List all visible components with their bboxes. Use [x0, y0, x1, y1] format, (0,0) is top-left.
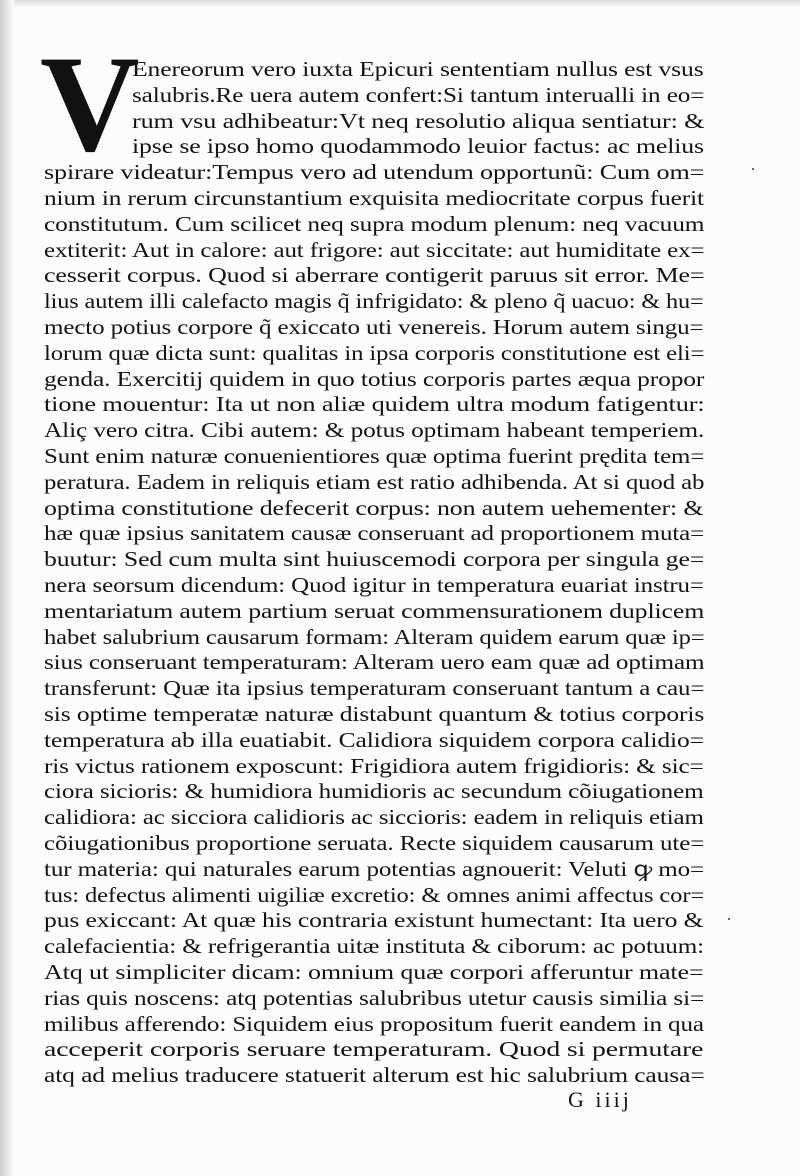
text-line: ciora sicioris: & humidiora humidioris ac secundum cõiugationem: [44, 779, 704, 804]
text-line: transferunt: Quæ ita ipsius temperaturam conseruant tantum a cau=: [44, 676, 705, 701]
text-line: salubris.Re uera autem confert:Si tantum interualli in eo=: [132, 82, 705, 107]
text-line: Sunt enim naturæ conuenientiores quæ optima fuerint prędita tem=: [44, 444, 705, 468]
text-line: lorum quæ dicta sunt: qualitas in ipsa corporis constitutione est eli=: [44, 340, 705, 365]
text-line: tur materia: qui naturales earum potentias agnouerit: Veluti ꝙ mo=: [44, 856, 705, 881]
text-line: buutur: Sed cum multa sint huiuscemodi corpora per singula ge=: [44, 547, 705, 572]
signature-mark: G iiij: [568, 1087, 632, 1112]
text-line: mentariatum autem partium seruat commensurationem duplicem: [44, 598, 705, 623]
text-line: Aliç vero citra. Cibi autem: & potus optimam habeant temperiem.: [44, 418, 705, 443]
text-line: hæ quæ ipsius sanitatem causæ conseruant ad proportionem muta=: [44, 521, 705, 546]
text-line: sius conseruant temperaturam: Alteram uero eam quæ ad optimam: [44, 650, 705, 675]
text-line: habet salubrium causarum formam: Alteram quidem earum quæ ip=: [44, 624, 705, 649]
text-line: pus exiccant: At quæ his contraria existunt humectant: Ita uero &: [44, 908, 704, 933]
ink-speck: [728, 918, 730, 920]
text-line: nera seorsum dicendum: Quod igitur in temperatura euariat instru=: [44, 573, 704, 597]
page-top-edge: [0, 0, 800, 8]
text-line: genda. Exercitij quidem in quo totius corporis partes æqua propor: [44, 366, 705, 391]
text-line: tus: defectus alimenti uigiliæ excretio: & omnes animi affectus cor=: [44, 882, 705, 907]
drop-cap-initial: V: [40, 27, 140, 180]
binding-shadow: [0, 0, 14, 1176]
text-line: lius autem illi calefacto magis q̃ infrigidato: & pleno q̃ uacuo: & hu=: [44, 289, 704, 314]
text-line: ipse se ipso homo quodammodo leuior factus: ac melius: [132, 134, 704, 159]
text-line: acceperit corporis seruare temperaturam. Quod si permutare: [44, 1037, 704, 1062]
text-line: milibus afferendo: Siquidem eius propositum fuerit eandem in qua: [44, 1011, 704, 1036]
text-line: calefacientia: & refrigerantia uitæ instituta & ciborum: ac potuum:: [44, 934, 704, 959]
text-line: calidiora: ac sicciora calidioris ac siccioris: eadem in reliquis etiam: [44, 805, 704, 830]
text-line: temperatura ab illa euatiabit. Calidiora siquidem corpora calidio=: [44, 727, 704, 752]
text-line: nium in rerum circunstantium exquisita mediocritate corpus fuerit: [44, 186, 704, 210]
text-line: Enereorum vero iuxta Epicuri sententiam nullus est vsus: [132, 57, 704, 81]
text-line: cõiugationibus proportione seruata. Recte siquidem causarum ute=: [44, 831, 705, 855]
text-line: constitutum. Cum scilicet neq supra modum plenum: neq vacuum: [44, 211, 705, 236]
text-line: peratura. Eadem in reliquis etiam est ratio adhibenda. At si quod ab: [44, 469, 705, 494]
text-line: tione mouentur: Ita ut non aliæ quidem ultra modum fatigentur:: [44, 392, 705, 417]
text-line: sis optime temperatæ naturæ distabunt quantum & totius corporis: [44, 702, 705, 726]
ink-speck: [752, 168, 754, 170]
text-line: optima constitutione defecerit corpus: non autem uehementer: &: [44, 495, 704, 520]
text-line: mecto potius corpore q̃ exiccato uti venereis. Horum autem singu=: [44, 315, 704, 339]
text-line: atq ad melius traducere statuerit alterum est hic salubrium causa=: [44, 1063, 705, 1088]
text-line: ris victus rationem exposcunt: Frigidiora autem frigidioris: & sic=: [44, 753, 704, 778]
text-line: spirare videatur:Tempus vero ad utendum opportunũ: Cum om=: [44, 160, 705, 185]
text-line: rum vsu adhibeatur:Vt neq resolutio aliqua sentiatur: &: [132, 108, 705, 133]
text-line: rias quis noscens: atq potentias salubribus utetur causis similia si=: [44, 985, 705, 1010]
text-line: extiterit: Aut in calore: aut frigore: aut siccitate: aut humiditate ex=: [44, 237, 705, 262]
text-line: Atq ut simpliciter dicam: omnium quæ corpori afferuntur mate=: [44, 960, 704, 984]
text-line: cesserit corpus. Quod si aberrare contigerit paruus sit error. Me=: [44, 263, 705, 288]
